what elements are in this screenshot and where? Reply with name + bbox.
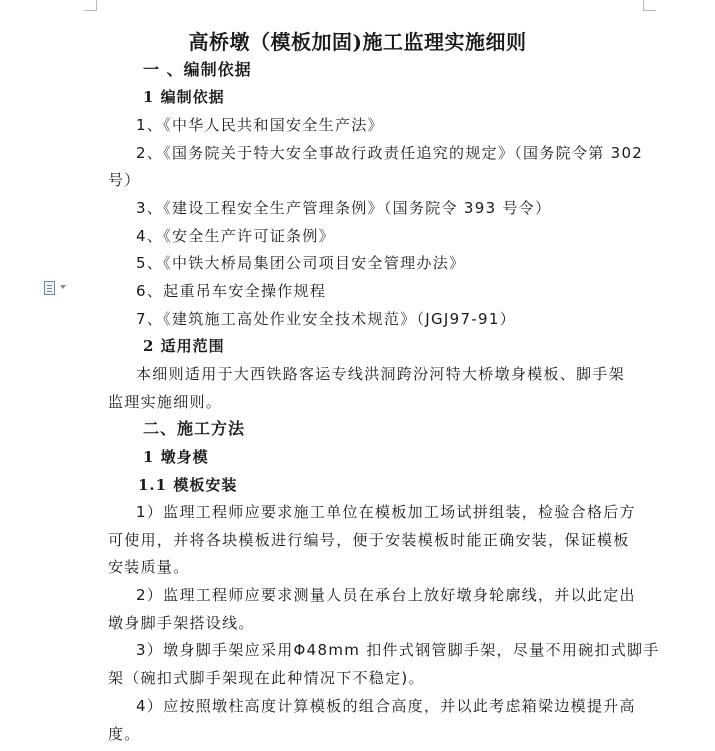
reference-item: 5、《中铁大桥局集团公司项目安全管理办法》: [136, 254, 466, 272]
heading-level1: 二、施工方法: [143, 419, 246, 438]
reference-item: 2、《国务院关于特大安全事故行政责任追究的规定》（国务院令第 302: [136, 144, 644, 162]
body-paragraph-line: 可使用，并将各块模板进行编号，便于安装模板时能正确安装，保证模板: [108, 531, 630, 549]
body-paragraph-line: 3）墩身脚手架应采用Φ48mm 扣件式钢管脚手架，尽量不用碗扣式脚手: [136, 641, 660, 659]
heading-level1: 一 、编制依据: [143, 60, 252, 79]
body-paragraph-line: 2）监理工程师应要求测量人员在承台上放好墩身轮廓线，并以此定出: [136, 586, 636, 604]
reference-item: 7、《建筑施工高处作业安全技术规范》（JGJ97-91）: [136, 310, 517, 328]
body-paragraph-line: 4）应按照墩柱高度计算模板的组合高度，并以此考虑箱梁边模提升高: [136, 697, 636, 715]
reference-item: 6、起重吊车安全操作规程: [136, 282, 327, 300]
heading-level2: 2 适用范围: [143, 337, 225, 355]
document-title: 高桥墩（模板加固)施工监理实施细则: [188, 30, 527, 54]
reference-item: 1、《中华人民共和国安全生产法》: [136, 116, 384, 134]
reference-item: 3、《建设工程安全生产管理条例》（国务院令 393 号令）: [136, 199, 552, 217]
body-paragraph-line: 监理实施细则。: [108, 393, 223, 411]
body-paragraph-line: 1）监理工程师应要求施工单位在模板加工场试拼组装，检验合格后方: [136, 503, 636, 521]
heading-level2: 1 编制依据: [143, 88, 225, 106]
heading-level3: 1.1 模板安装: [138, 476, 238, 494]
body-paragraph-line: 度。: [108, 725, 141, 743]
heading-level2: 1 墩身模: [143, 448, 209, 466]
reference-item-continued: 号）: [108, 171, 141, 189]
paragraph-layout-icon[interactable]: [44, 281, 55, 295]
crop-mark-top-right: [643, 0, 656, 11]
reference-item: 4、《安全生产许可证条例》: [136, 227, 335, 245]
body-paragraph-line: 墩身脚手架搭设线。: [108, 614, 255, 632]
crop-mark-top-left: [84, 0, 97, 11]
body-paragraph-line: 本细则适用于大西铁路客运专线洪洞跨汾河特大桥墩身模板、脚手架: [136, 365, 626, 383]
body-paragraph-line: 架（碗扣式脚手架现在此种情况下不稳定)。: [108, 669, 425, 687]
body-paragraph-line: 安装质量。: [108, 558, 190, 576]
chevron-down-icon[interactable]: [60, 285, 66, 289]
